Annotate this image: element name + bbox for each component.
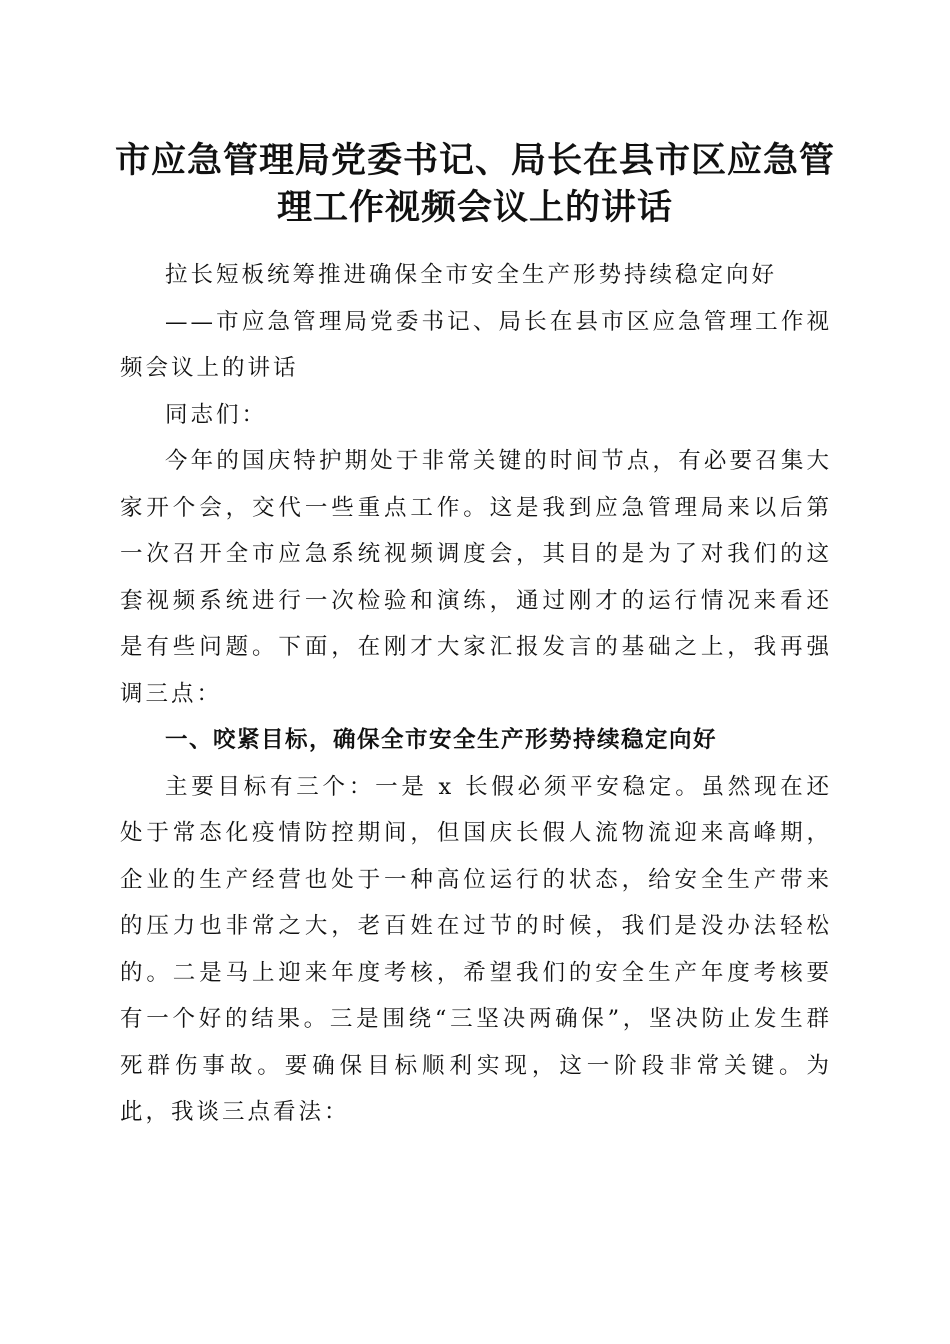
section-heading-1: 一、咬紧目标，确保全市安全生产形势持续稳定向好 — [165, 727, 718, 753]
salutation: 同志们： — [165, 401, 268, 428]
intro-paragraph: 今年的国庆特护期处于非常关键的时间节点，有必要召集大家开个会，交代一些重点工作。这是我到应急管理局来以后第一次召开全市应急系统视频调度会，其目的是为了对我们的这套视频系统进行一次检验和演练，通过刚才的运行情况来看还是有些问题。下面，在刚才大家汇报发言的基础之上，我再强调三点： — [120, 448, 832, 707]
speech-subtitle: 拉长短板统筹推进确保全市安全生产形势持续稳定向好 — [165, 262, 778, 288]
document-body — [120, 252, 832, 1136]
speech-byline: ——市应急管理局党委书记、局长在县市区应急管理工作视频会议上的讲话 — [120, 308, 832, 381]
document-title-line-2: 理工作视频会议上的讲话 — [276, 187, 673, 228]
section-1-paragraph: 主要目标有三个：一是 x 长假必须平安稳定。虽然现在还处于常态化疫情防控期间，但国庆长假人流物流迎来高峰期，企业的生产经营也处于一种高位运行的状态，给安全生产带来的压力也非常之大，老百姓在过节的时候，我们是没办法轻松的。二是马上迎来年度考核，希望我们的安全生产年度考核要有一个好的结果。三是围绕“三坚决两确保”，坚决防止发生群死群伤事故。要确保目标顺利实现，这一阶段非常关键。为此，我谈三点看法： — [120, 773, 832, 1125]
document-title-line-1: 市应急管理局党委书记、局长在县市区应急管 — [114, 140, 835, 181]
